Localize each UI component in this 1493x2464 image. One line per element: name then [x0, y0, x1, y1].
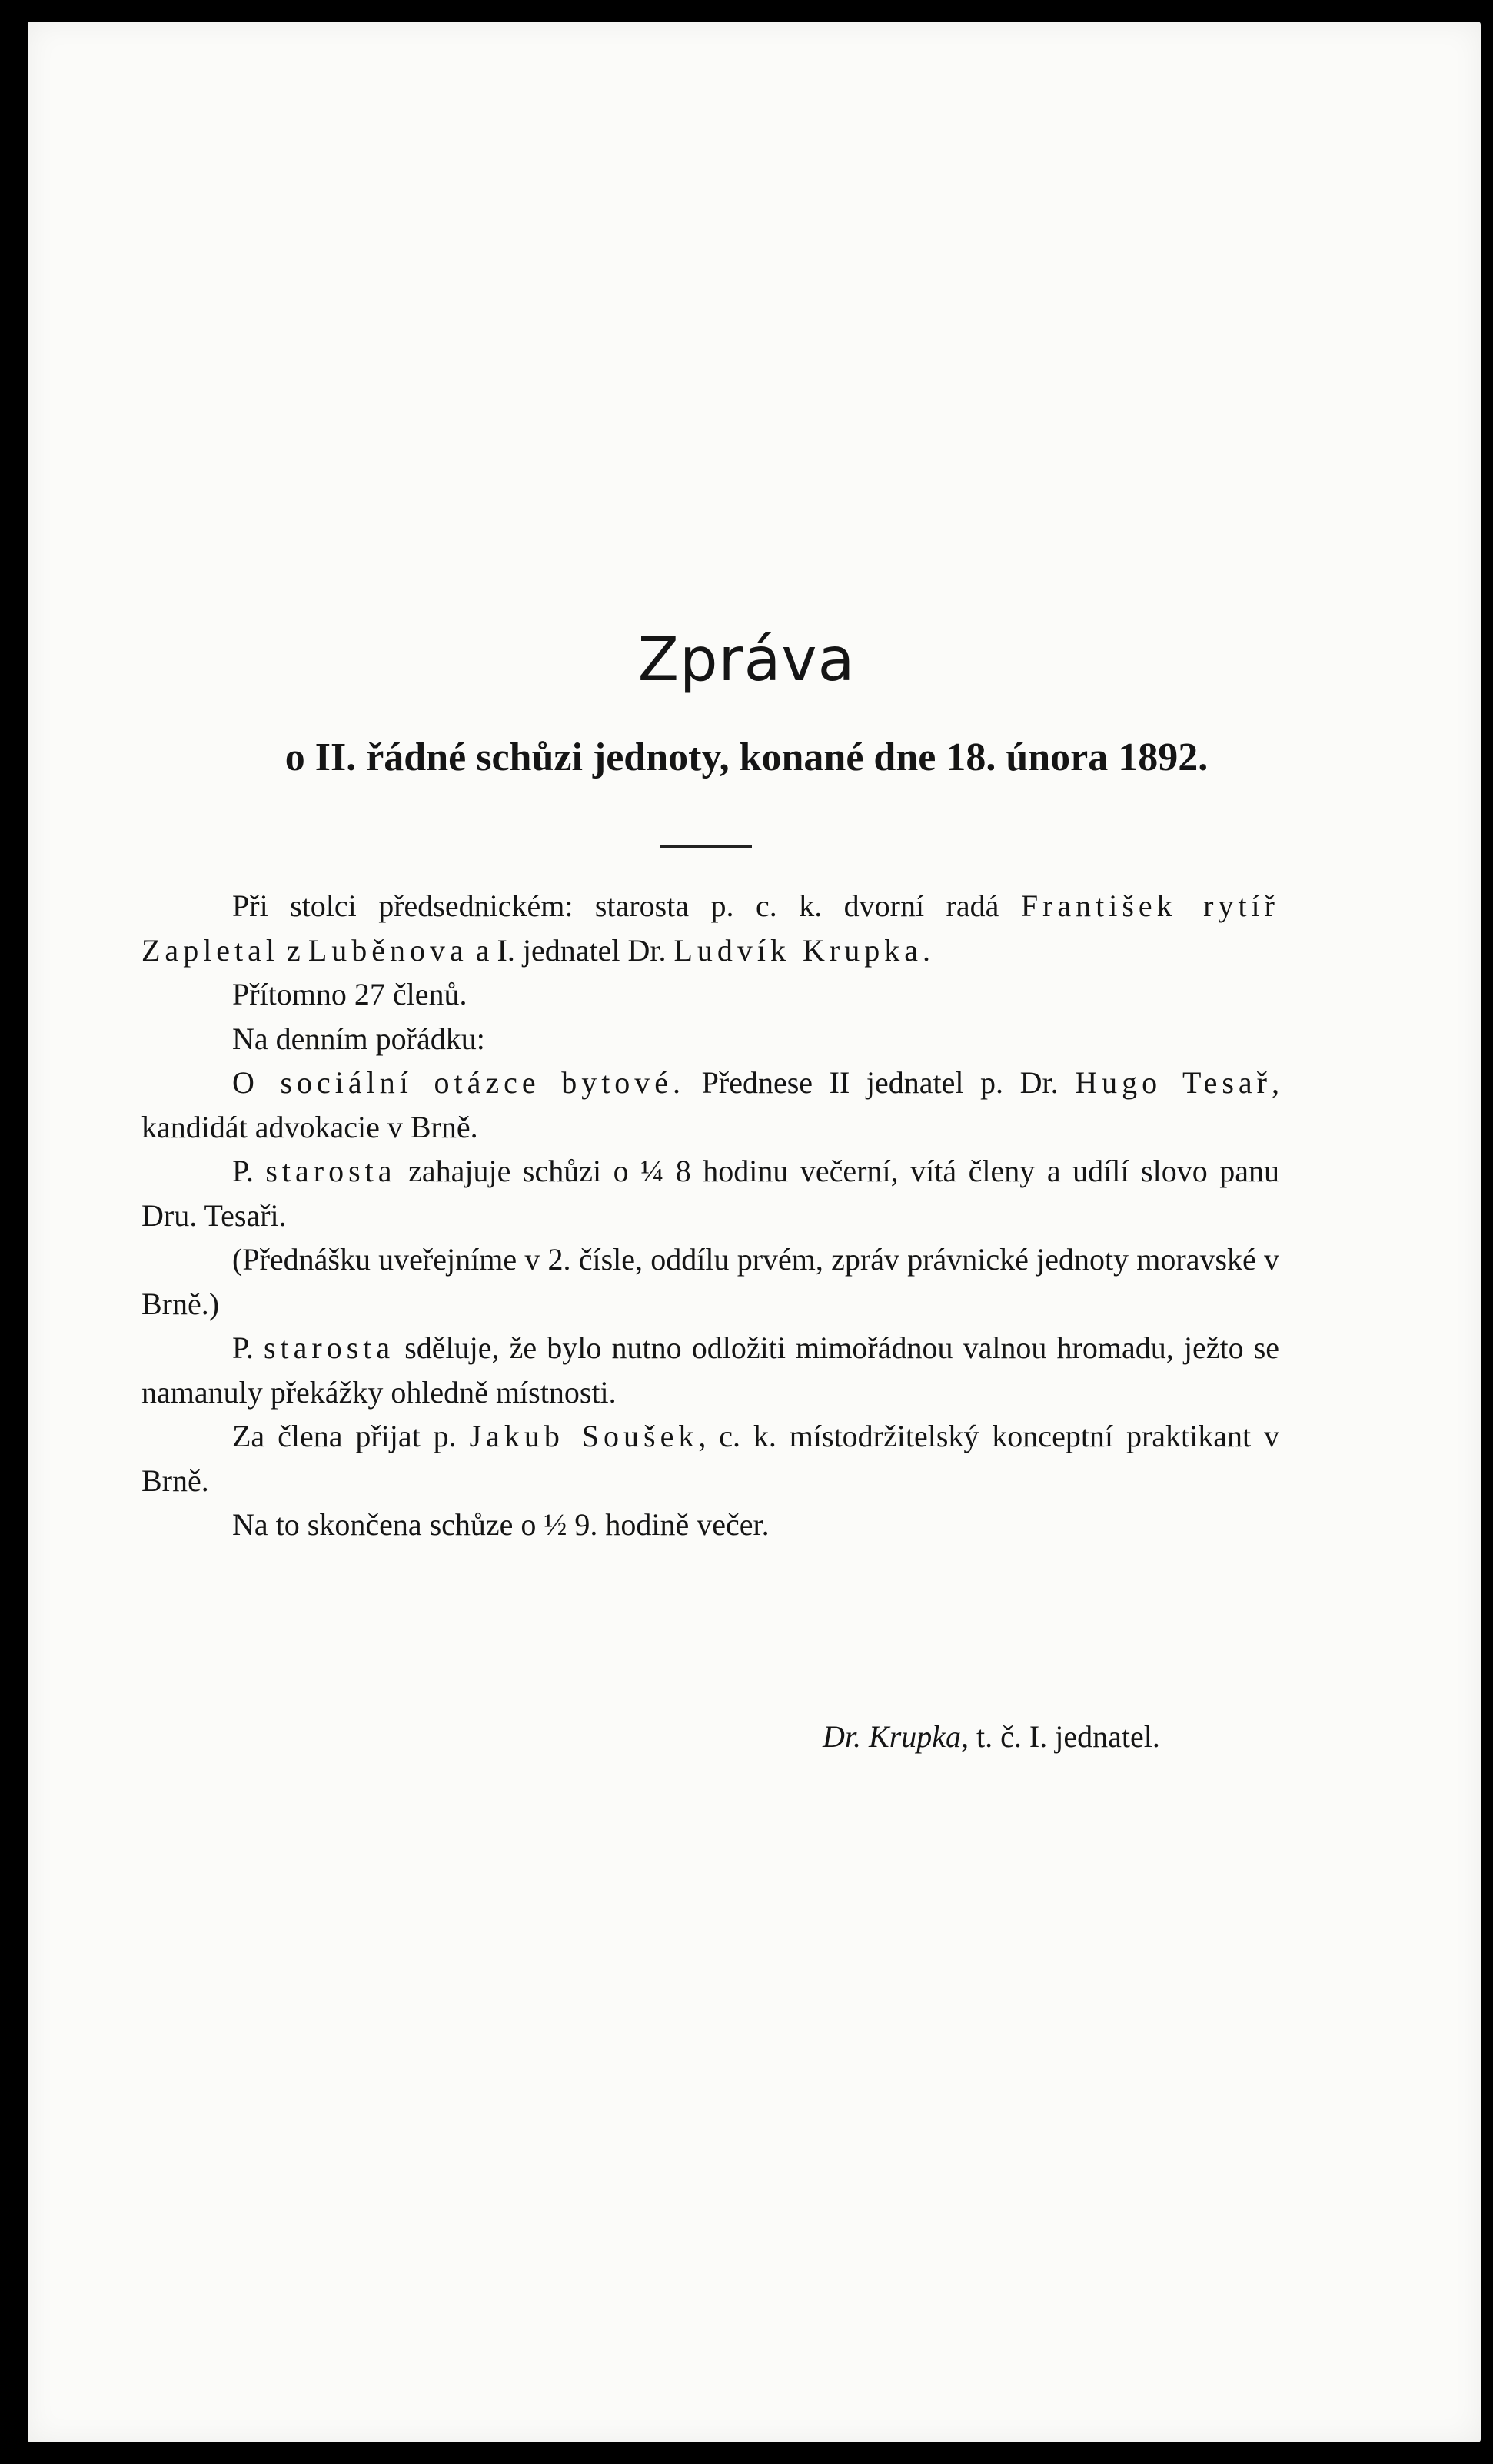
title-divider — [660, 845, 752, 848]
paragraph-publication-note: (Přednášku uveřejníme v 2. čísle, oddílu prvém, zpráv právnické jednoty moravské v Brně.) — [141, 1242, 1279, 1321]
place-name: Luběnova — [308, 932, 468, 968]
signature — [823, 1719, 1160, 1754]
paragraph-opening: P. starosta zahajuje schůzi o ¼ 8 hodinu večerní, vítá členy a udílí slovo panu Dru. Tesaři. — [141, 1154, 1279, 1233]
signature-name: Dr. Krupka — [823, 1719, 962, 1754]
paragraph-new-member: Za člena přijat p. Jakub Soušek, c. k. místodržitelský konceptní praktikant v Brně. — [141, 1419, 1280, 1498]
signature-role: , t. č. I. jednatel. — [961, 1719, 1160, 1754]
person-name: František rytíř Zapletal — [141, 888, 1279, 968]
person-name: Hugo Tesař — [1075, 1065, 1272, 1100]
lecture-topic: O sociální otázce bytové. — [232, 1065, 686, 1100]
paragraph-lecture-topic: O sociální otázce bytové. Přednese II jednatel p. Dr. Hugo Tesař, kandidát advokacie v Brně. — [141, 1065, 1280, 1144]
document-subtitle: o II. řádné schůzi jednoty, konané dne 18. února 1892. — [284, 736, 1209, 779]
paragraph-announcement: P. starosta sděluje, že bylo nutno odložiti mimořádnou valnou hromadu, ježto se namanuly překážky ohledně místnosti. — [141, 1330, 1280, 1410]
report-body — [141, 884, 1279, 1547]
paragraph-chairmanship: Při stolci předsednickém: starosta p. c. k. dvorní radá František rytíř Zapletal z Luběnova a I. jednatel Dr. Ludvík Krupka. — [141, 888, 1279, 968]
paragraph-agenda: Na denním pořádku: — [232, 1021, 485, 1056]
person-name: Jakub Soušek — [469, 1419, 699, 1453]
role-name: starosta — [263, 1330, 395, 1365]
paragraph-closing: Na to skončena schůze o ½ 9. hodině večer. — [232, 1507, 770, 1542]
paragraph-attendance: Přítomno 27 členů. — [232, 977, 467, 1011]
document-title: Zpráva — [637, 626, 856, 695]
role-name: starosta — [265, 1154, 397, 1188]
person-name: Ludvík Krupka — [673, 932, 923, 968]
